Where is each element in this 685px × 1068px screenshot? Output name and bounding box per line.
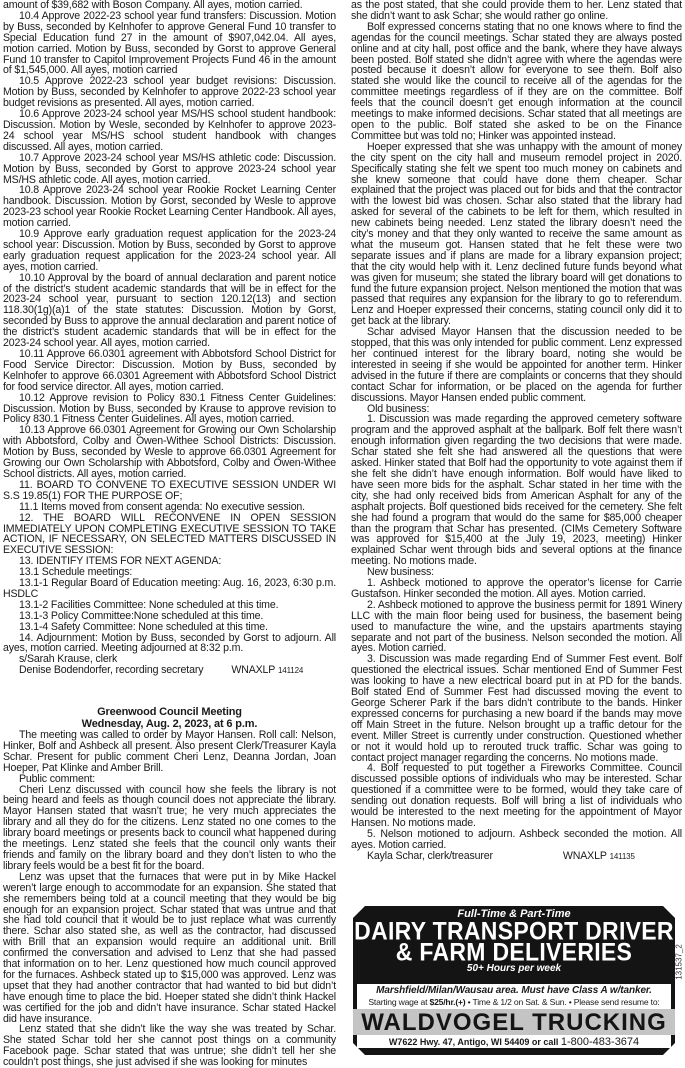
ad-company-band — [353, 1009, 675, 1035]
paragraph: 3. Discussion was made regarding End of Summer Fest event. Bolf questioned the electrical issues. Schar mentioned End of Summer Fest was looking to have a new electrical board put in at PD for the bands. Bolf stated End of Summer Fest had discussed moving the event to George Scherer Park if the bars didn’t contribute to the bands. Hinker expressed concerns for purchasing a new board if the bands may move off Main Street in the future. Nelson brought up a traffic detour for the event. Miller Street is currently under construction. Questioned whether or not it would hold up to rerouted truck traffic. Schar was going to contact project manager regarding the concerns. No motions made. — [351, 653, 682, 764]
ad-address: W7622 Hwy. 47, Antigo, WI 54409 or call — [388, 1037, 561, 1047]
legal-notice-number: 141124 — [278, 666, 304, 676]
secretary-signature — [3, 665, 336, 677]
paragraph: 10.6 Approve 2023-24 school year MS/HS school student handbook: Discussion. Motion by Wesle, seconded by Kelnhofer to approve 2023-24 school year MS/HS school student handbook with changes discussed. All ayes, motion carried. — [3, 108, 336, 153]
paragraph: Public comment: — [19, 772, 96, 785]
ad-header — [353, 908, 675, 975]
paragraph: 5. Nelson motioned to adjourn. Ashbeck seconded the motion. All ayes. Motion carried. — [351, 827, 682, 851]
council-meeting-date: Wednesday, Aug. 2, 2023, at 6 p.m. — [81, 717, 258, 730]
paragraph: The meeting was called to order by Mayor Hansen. Roll call: Nelson, Hinker, Bolf and Ashbeck all present. Also present Clerk/Treasurer Kayla Schar. Present for public comment Cheri Lenz, Deanna Jordan, Joan Hoeper, Pat Klinke and Amber Brill. — [3, 729, 336, 774]
council-meeting-title: Greenwood Council Meeting — [97, 706, 242, 719]
legal-notice-code: WNAXLP — [231, 664, 276, 677]
paragraph: New business: — [367, 566, 434, 579]
paragraph: Hoeper expressed that she was unhappy with the amount of money the city spent on the city hall and museum remodel project in 2020. Specifically stating she felt we spent too much money on cabinets and she knew someone that could have done them cheaper. Schar explained that the project was placed out for bids and that the contractor with the lowest bid was chosen. Schar also stated that the library had asked for several of the cabinets to be left for them, which resulted in new cabinets being needed. Lenz stated the library doesn’t need the city’s money and that they only wanted to receive the same amount as what the museum got. Hansen stated that he felt these were two separate issues and if plans are made for a library expansion project; that the city would help with it. Lenz declined future funds beyond what was given for museum; she stated the library board will get donations to fund the future expansion project. Nelson mentioned the motion that was passed that requires any expansion for the library to go to referendum. Lenz and Hoeper expressed their concerns, stating council only did it to get back at the library. — [351, 140, 682, 328]
ad-wage-suffix: • Time & 1/2 on Sat. & Sun. • Please send resume to: — [465, 997, 660, 1007]
ad-wage-prefix: Starting wage at — [368, 997, 430, 1007]
paragraph: 13. IDENTIFY ITEMS FOR NEXT AGENDA: — [19, 555, 222, 568]
paragraph: Old business: — [367, 402, 430, 415]
clerk-name: Kayla Schar, clerk/treasurer — [367, 849, 493, 862]
paragraph: 1. Discussion was made regarding the approved cemetery software program and the approved asphalt at the ballpark. Bolf felt there wasn’t enough information given regarding the two decisions that were made. Schar stated she felt she had answered all the questions that were asked. Hinker stated that Bolf had the opportunity to vote against them if she felt she didn’t have enough information. Bolf would have liked to have seen more bids for the asphalt. Schar stated in her time with the city, she had only received bids from American Asphalt for any of the asphalt projects. Bolf questioned bids received for the cemetery. She felt she had found a program that would do the same for $85,000 cheaper than the program that Schar has presented. (CIMs Cemetery Software was approved for $15,400 at the July 19, 2023, meeting) Hinker explained Schar went through bids and several options at the finance meeting. No motions made. — [351, 413, 682, 568]
section-gap — [3, 677, 336, 707]
paragraph: Cheri Lenz discussed with council how she feels the library is not being heard and feels as though council does not appreciate the library. Mayor Hansen stated that wasn’t true; he very much appreciates the library and all they do for the citizens. Lenz stated no one comes to the library board meetings or presents back to council what happened during the meetings. Lenz stated she feels that the council only wants their friends and family on the library board and they don’t listen to who the library feels would be a best fit for the board. — [3, 783, 336, 872]
paragraph: 11.1 Items moved from consent agenda: No executive session. — [19, 500, 305, 513]
paragraph: amount of $39,682 with Boson Company. All ayes, motion carried. — [3, 0, 303, 11]
ad-id: 131537_2 — [674, 944, 684, 980]
paragraph: 10.9 Approve early graduation request application for the 2023-24 school year: Discussion. Motion by Buss, seconded by Gorst to approve early graduation request application for the 2023-24 school year. All ayes, motion carried. — [3, 228, 336, 273]
clerk-signature — [351, 851, 682, 863]
paragraph: as the post stated, that she could provide them to her. Lenz stated that she didn’t want to ask Schar; she would rather go online. — [351, 0, 682, 22]
left-column — [3, 0, 336, 1068]
paragraph: 14. Adjournment: Motion by Buss, seconded by Gorst to adjourn. All ayes, motion carried. Meeting adjourned at 8:32 p.m. — [3, 631, 336, 655]
paragraph: 2. Ashbeck motioned to approve the business permit for 1891 Winery LLC with the main floor being used for business, the basement being used to manufacture the wine, and the upstairs apartments staying separate and not part of the business. Nelson seconded the motion. All ayes. Motion carried. — [351, 598, 682, 655]
paragraph: Bolf expressed concerns stating that no one knows where to find the agendas for the council meetings. Schar stated they are always posted online and at city hall, post office and the bank, where they have always been posted. Bolf stated she didn’t agree with where the agendas were posted because it doesn’t allow for everyone to see them. Bolf also stated she would like the council to receive all of the agendas for the committee meetings regardless of if they are on the committee. Bolf feels that the council doesn’t get enough information at the council meetings to make informed decisions. Schar stated that all meetings are open to the public. Bolf stated she asked to be on the Finance Committee but was told no; Hinker was appointed instead. — [351, 20, 682, 142]
ad-requirements: Marshfield/Milan/Wausau area. Must have Class A w/tanker. — [376, 985, 652, 996]
paragraph: 10.5 Approve 2022-23 school year budget revisions: Discussion. Motion by Buss, seconded by Kelnhofer to approve 2022-23 school year budget revisions as presented. All ayes, motion carried. — [3, 75, 336, 110]
paragraph: 10.7 Approve 2023-24 school year MS/HS athletic code: Discussion. Motion by Buss, seconded by Gorst to approve 2023-24 school year MS/HS athletic code. All ayes, motion carried. — [3, 151, 336, 186]
paragraph: 13.1-1 Regular Board of Education meeting: Aug. 16, 2023, 6:30 p.m. HSDLC — [3, 577, 336, 600]
ad-wage-line — [357, 997, 671, 1008]
job-advertisement — [353, 906, 675, 1055]
paragraph: 10.8 Approve 2023-24 school year Rookie Rocket Learning Center handbook. Discussion. Motion by Gorst, seconded by Wesle to approve 2023-23 school year Rookie Rocket Learning Center Handbook. All ayes, motion carried. — [3, 184, 336, 230]
paragraph: 12. THE BOARD WILL RECONVENE IN OPEN SESSION IMMEDIATELY UPON COMPLETING EXECUTIVE SESSION TO TAKE ACTION, IF NECESSARY, ON SELECTED MATTERS DISCUSSED IN EXECUTIVE SESSION: — [3, 511, 336, 557]
paragraph: 1. Ashbeck motioned to approve the operator’s license for Carrie Gustafson. Hinker seconded the motion. All ayes. Motion carried. — [351, 577, 682, 600]
paragraph: 10.10 Approval by the board of annual declaration and parent notice of the district’s student academic standards that will be in effect for the 2023-24 school year, pursuant to section 120.12(13) and section 118.30(1g)(a)1 of the state statutes: Discussion. Motion by Gorst, seconded by Buss to approve the annual declaration and parent notice of the district’s student academic standards that will be in effect for the 2023-24 school year. All ayes, motion carried. — [3, 271, 336, 350]
paragraph: Schar advised Mayor Hansen that the discussion needed to be stopped, that this was only intended for public comment. Lenz expressed her continued interest for the library board, noting she would be interested in seeing if she would be appointed for another term. Hinker advised in the future if there are complaints or concerns that they should contact Schar for information, or be placed on the agenda for further discussions. Mayor Hansen ended public comment. — [351, 326, 682, 404]
ad-id-label — [674, 932, 684, 992]
legal-notice-number: 141135 — [609, 851, 635, 861]
paragraph: 10.4 Approve 2022-23 school year fund transfers: Discussion. Motion by Buss, seconded by Kelnhofer to approve General Fund 10 transfer to Special Education fund 27 in the amount of $907,042.04. All ayes, motion carried. Motion by Buss, seconded by Gorst to approve General Fund 10 transfer to Capitol Improvement Projects Fund 46 in the amount of $1,545,000. All ayes, motion carried — [3, 9, 336, 77]
secretary-name: Denise Bodendorfer, recording secretary — [19, 664, 204, 677]
ad-info-panel — [357, 984, 671, 1048]
paragraph: 11. BOARD TO CONVENE TO EXECUTIVE SESSION UNDER WI S.S 19.85(1) FOR THE PURPOSE OF; — [3, 478, 336, 502]
paragraph: 13.1 Schedule meetings: — [19, 566, 133, 579]
paragraph: 10.12 Approve revision to Policy 830.1 Fitness Center Guidelines: Discussion. Motion by Buss, seconded by Krause to approve revision to Policy 830.1 Fitness Center Guidelines. All ayes, motion carried. — [3, 391, 336, 426]
ad-company-name: WALDVOGEL TRUCKING — [361, 1009, 667, 1036]
paragraph: 13.1-2 Facilities Committee: None scheduled at this time. — [19, 598, 279, 611]
ad-contact — [357, 1035, 671, 1049]
clerk-signature: s/Sarah Krause, clerk — [19, 653, 118, 666]
paragraph: 13.1-4 Safety Committee: None scheduled at this time. — [19, 620, 268, 633]
paragraph: 4. Bolf requested to put together a Fireworks Committee. Council discussed possible options of individuals who may be interested. Schar questioned if a committee were to be formed, would they take care of sending out donation requests. Bolf will bring a list of individuals who would be interested to the next meeting for the appointment of Mayor Hansen. No motions made. — [351, 762, 682, 829]
ad-subtitle: Full-Time & Part-Time — [457, 908, 571, 920]
ad-phone: 1-800-483-3674 — [560, 1036, 640, 1048]
right-column — [351, 0, 682, 863]
ad-hours: 50+ Hours per week — [466, 963, 562, 974]
ad-title-line1: DAIRY TRANSPORT DRIVER — [354, 916, 674, 945]
legal-notice-code: WNAXLP — [562, 849, 607, 862]
paragraph: 10.11 Approve 66.0301 agreement with Abbotsford School District for Food Service Director: Discussion. Motion by Buss, seconded by Kelnhofer to approve 66.0301 Agreement with Abbotsford School District for food service director. All ayes, motion carried. — [3, 348, 336, 393]
ad-wage: $25/hr.(+) — [429, 997, 466, 1007]
paragraph: 13.1-3 Policy Committee:None scheduled at this time. — [19, 609, 264, 622]
paragraph: Lenz stated that she didn’t like the way she was treated by Schar. She stated Schar told her she cannot post things on a community Facebook page. Schar stated that was untrue; she didn’t tell her she couldn’t post things, she just advised if she was looking for minutes — [3, 1023, 336, 1068]
ad-title-line2: & FARM DELIVERIES — [395, 937, 633, 966]
paragraph: Lenz was upset that the furnaces that were put in by Mike Hackel weren’t large enough to accommodate for an expansion. She stated that she remembers being told at a council meeting that they would be big enough for an expansion project. Schar stated that was untrue and that she had told council that it would be to just replace what was currently there. Schar also stated she, as well as the contractor, had discussed with Brill that an expansion would require an additional unit. Brill confirmed the conversation and advised to Lenz that she had passed that information on to her. Lenz questioned how much council approved for the furnaces. Ashbeck stated up to $15,000 was approved. Lenz was upset that they had another contractor that had wanted to bid but didn’t have enough time to place the bid. Hoeper stated she didn’t think Hackel was certified for the job and didn’t have insurance. Schar stated Hackel did have insurance. — [3, 870, 336, 1025]
paragraph: 10.13 Approve 66.0301 Agreement for Growing our Own Scholarship with Abbotsford, Colby and Owen-Withee School Districts: Discussion. Motion by Buss, seconded by Wesle to approve 66.0301 Agreement for Growing our Own Scholarship with Abbotsford, Colby and Owen-Withee School districts. All ayes, motion carried. — [3, 424, 336, 480]
